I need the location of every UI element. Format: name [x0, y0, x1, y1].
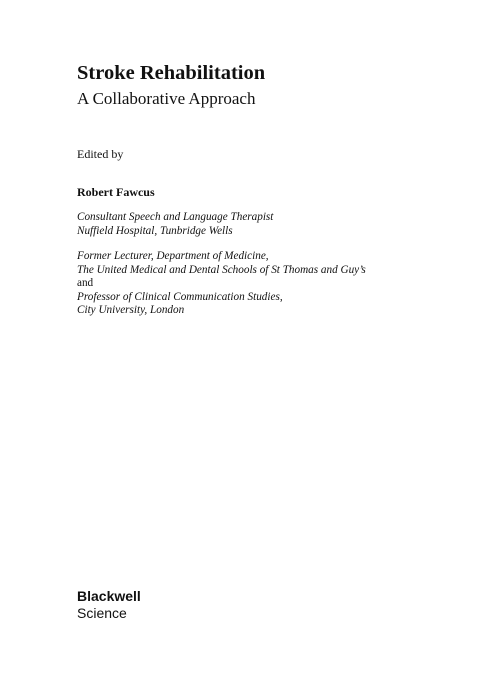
affiliation-line: The United Medical and Dental Schools of St Thomas and Guy’s [77, 263, 366, 276]
book-subtitle: A Collaborative Approach [77, 89, 256, 108]
affiliation-line: Consultant Speech and Language Therapist [77, 211, 274, 223]
publisher-name-line1: Blackwell [77, 588, 141, 604]
affiliation-conjunction: and [77, 277, 94, 289]
edited-by-label: Edited by [77, 147, 124, 161]
affiliation-block-1 [77, 211, 273, 238]
affiliation-block-2 [77, 250, 366, 318]
affiliation-line: Former Lecturer, Department of Medicine, [77, 250, 269, 262]
book-title: Stroke Rehabilitation [77, 62, 266, 84]
affiliation-line: Nuffield Hospital, Tunbridge Wells [77, 224, 233, 237]
affiliation-line: City University, London [77, 304, 185, 316]
publisher-logo [77, 588, 141, 622]
publisher-name-line2: Science [77, 605, 127, 621]
affiliation-line: Professor of Clinical Communication Studies, [77, 290, 283, 303]
editor-name: Robert Fawcus [77, 185, 155, 199]
